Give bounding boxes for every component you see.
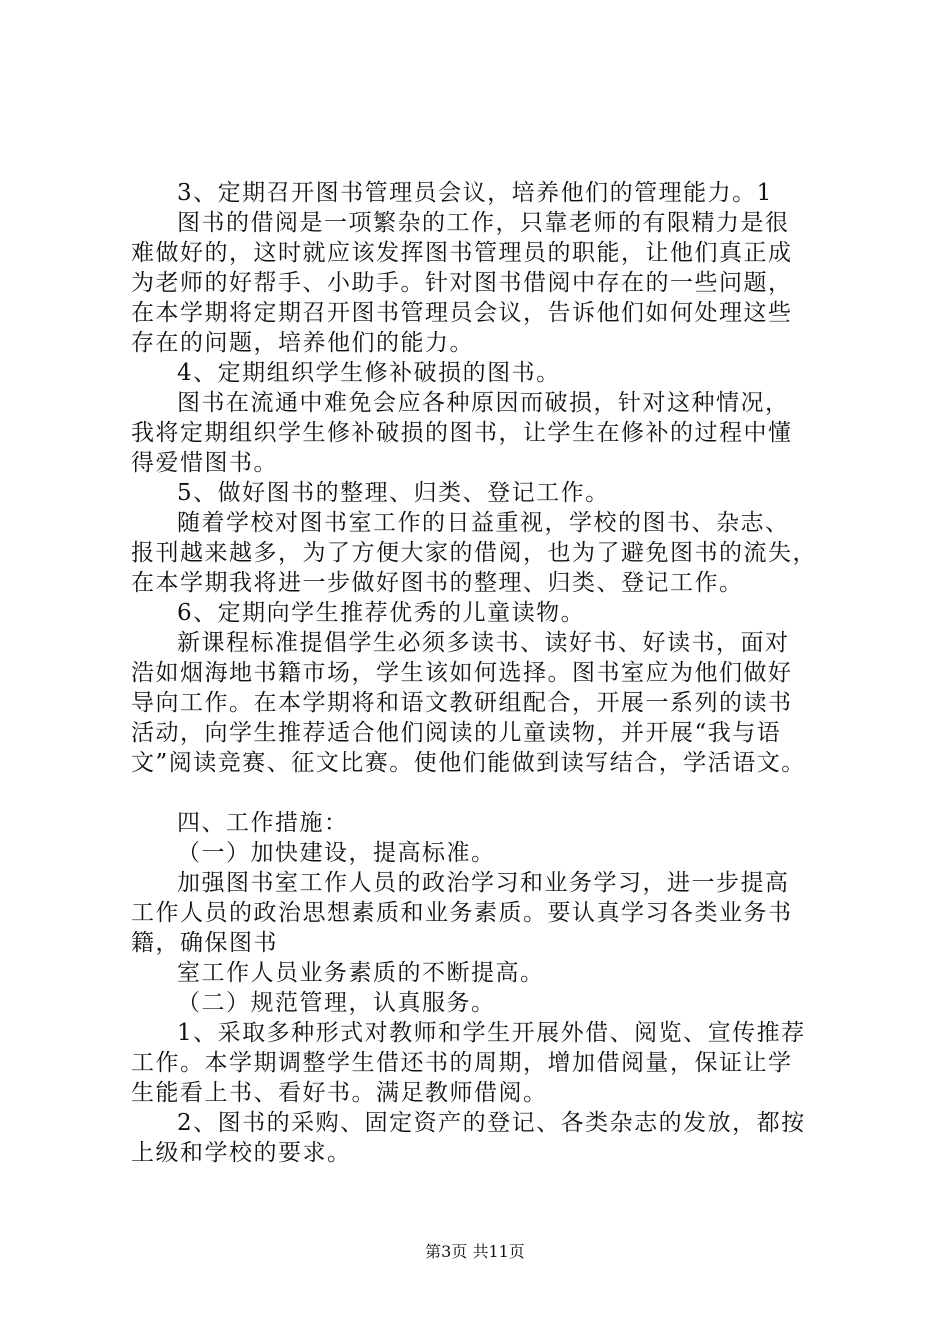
text-line: 难做好的，这时就应该发挥图书管理员的职能，让他们真正成 bbox=[131, 240, 793, 266]
text-line: （一）加快建设，提高标准。 bbox=[177, 840, 496, 866]
text-line: 2、图书的采购、固定资产的登记、各类杂志的发放，都按 bbox=[177, 1110, 806, 1136]
text-line: 3、定期召开图书管理员会议，培养他们的管理能力。1 bbox=[177, 180, 773, 206]
text-line: 4、定期组织学生修补破损的图书。 bbox=[177, 360, 561, 386]
text-line: 工作人员的政治思想素质和业务素质。要认真学习各类业务书 bbox=[131, 900, 793, 926]
text-line: 我将定期组织学生修补破损的图书，让学生在修补的过程中懂 bbox=[131, 420, 793, 446]
text-line: 在本学期将定期召开图书管理员会议，告诉他们如何处理这些 bbox=[131, 300, 793, 326]
text-line: 报刊越来越多，为了方便大家的借阅，也为了避免图书的流失， bbox=[131, 540, 817, 566]
text-line: 6、定期向学生推荐优秀的儿童读物。 bbox=[177, 600, 586, 626]
text-line: 文”阅读竞赛、征文比赛。使他们能做到读写结合，学活语文。 bbox=[131, 750, 806, 776]
text-line: 1、采取多种形式对教师和学生开展外借、阅览、宣传推荐 bbox=[177, 1020, 806, 1046]
text-line: 为老师的好帮手、小助手。针对图书借阅中存在的一些问题， bbox=[131, 270, 793, 296]
text-line: 浩如烟海地书籍市场，学生该如何选择。图书室应为他们做好 bbox=[131, 660, 793, 686]
text-line: 四、工作措施： bbox=[177, 810, 349, 836]
page-footer: 第3页 共11页 bbox=[425, 1242, 525, 1261]
text-line: 在本学期我将进一步做好图书的整理、归类、登记工作。 bbox=[131, 570, 744, 596]
text-line: 图书在流通中难免会应各种原因而破损，针对这种情况， bbox=[177, 390, 790, 416]
blank-line bbox=[131, 778, 851, 808]
text-line: 室工作人员业务素质的不断提高。 bbox=[177, 960, 545, 986]
text-line: 新课程标准提倡学生必须多读书、读好书、好读书，面对 bbox=[177, 630, 790, 656]
text-line: 工作。本学期调整学生借还书的周期，增加借阅量，保证让学 bbox=[131, 1050, 793, 1076]
text-line: 存在的问题，培养他们的能力。 bbox=[131, 330, 474, 356]
text-line: （二）规范管理，认真服务。 bbox=[177, 990, 496, 1016]
document-body bbox=[131, 178, 851, 1168]
text-line: 得爱惜图书。 bbox=[131, 450, 278, 476]
text-line: 加强图书室工作人员的政治学习和业务学习，进一步提高 bbox=[177, 870, 790, 896]
text-line: 活动，向学生推荐适合他们阅读的儿童读物，并开展“我与语 bbox=[131, 720, 782, 746]
text-line: 导向工作。在本学期将和语文教研组配合，开展一系列的读书 bbox=[131, 690, 793, 716]
text-line: 生能看上书、看好书。满足教师借阅。 bbox=[131, 1080, 548, 1106]
text-line: 图书的借阅是一项繁杂的工作，只靠老师的有限精力是很 bbox=[177, 210, 790, 236]
text-line: 随着学校对图书室工作的日益重视，学校的图书、杂志、 bbox=[177, 510, 790, 536]
text-line: 上级和学校的要求。 bbox=[131, 1140, 352, 1166]
text-line: 籍，确保图书 bbox=[131, 930, 278, 956]
text-line: 5、做好图书的整理、归类、登记工作。 bbox=[177, 480, 610, 506]
